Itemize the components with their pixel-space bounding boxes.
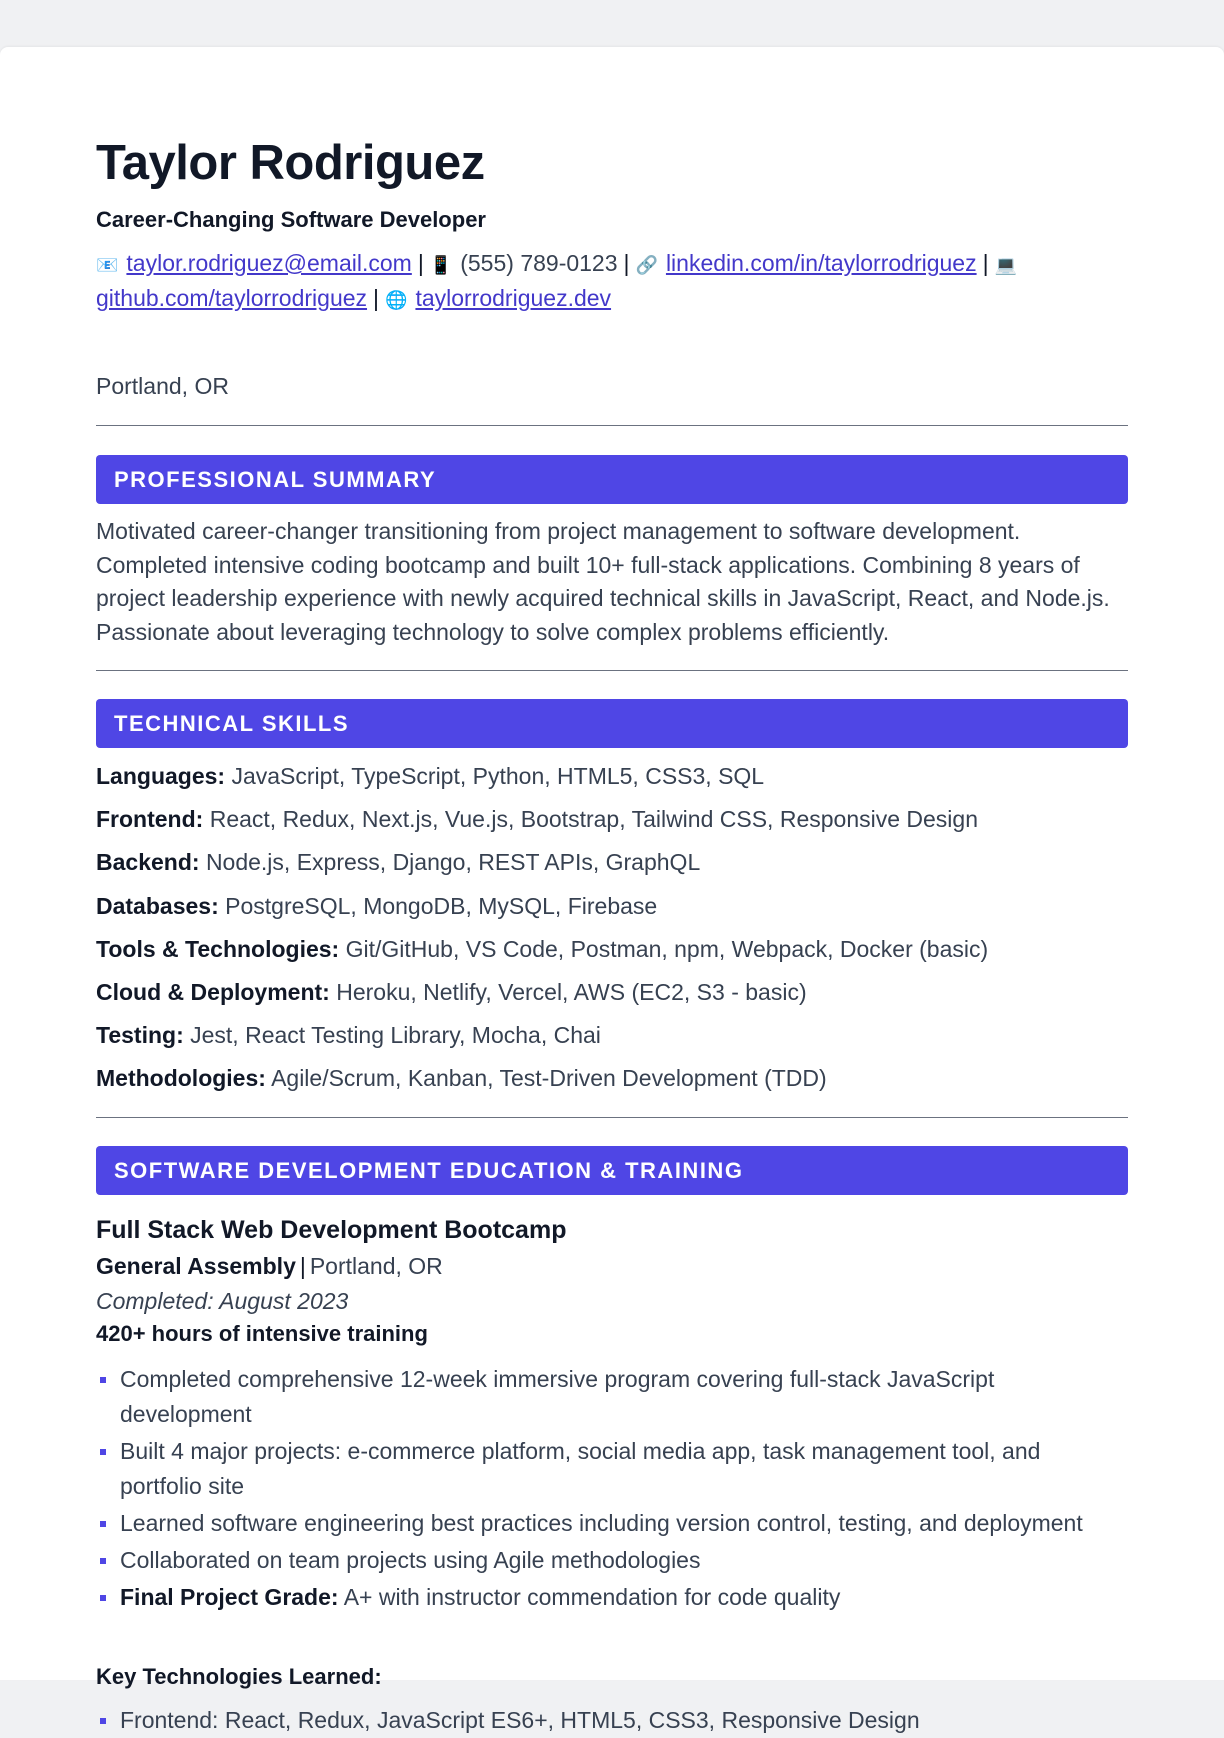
- bullet-icon: [100, 1449, 106, 1455]
- bullet-icon: [100, 1595, 106, 1601]
- link-icon: 🔗: [635, 255, 658, 275]
- education-bullets: [96, 1362, 1128, 1617]
- divider: [96, 425, 1128, 426]
- contact-info: [96, 247, 1128, 317]
- bullet-icon: [100, 1558, 106, 1564]
- skill-label: Testing:: [96, 1022, 184, 1049]
- completion-date: Completed: August 2023: [96, 1288, 349, 1314]
- phone-icon: 📱: [429, 255, 453, 275]
- list-item: [96, 1506, 1128, 1541]
- divider: [96, 670, 1128, 671]
- divider: [96, 1117, 1128, 1118]
- skill-value: Jest, React Testing Library, Mocha, Chai: [190, 1022, 601, 1049]
- skill-label: Cloud & Deployment:: [96, 978, 330, 1005]
- contact-separator: |: [417, 250, 424, 276]
- contact-separator: |: [623, 250, 630, 276]
- skill-row: [96, 1019, 1128, 1062]
- website-link[interactable]: taylorrodriguez.dev: [415, 285, 612, 311]
- skill-value: Git/GitHub, VS Code, Postman, npm, Webpack, Docker (basic): [345, 935, 989, 962]
- list-item: [96, 1434, 1128, 1504]
- skill-label: Languages:: [96, 763, 226, 789]
- bullet-text: Completed comprehensive 12-week immersive program covering full-stack JavaScript development: [120, 1366, 995, 1427]
- github-link[interactable]: github.com/taylorrodriguez: [96, 285, 368, 311]
- contact-separator: |: [982, 250, 989, 276]
- candidate-name: Taylor Rodriguez: [96, 136, 485, 190]
- skill-row: [96, 803, 1128, 846]
- skill-value: Node.js, Express, Django, REST APIs, GraphQL: [205, 849, 701, 876]
- skill-value: Agile/Scrum, Kanban, Test-Driven Development (TDD): [271, 1065, 827, 1092]
- program-title: Full Stack Web Development Bootcamp: [96, 1216, 567, 1244]
- key-technologies-list: [96, 1703, 1128, 1738]
- skill-row: [96, 760, 1128, 803]
- globe-icon: 🌐: [385, 290, 408, 310]
- candidate-location: Portland, OR: [96, 373, 229, 399]
- institution-name: General Assembly: [96, 1253, 296, 1279]
- institution-location: Portland, OR: [309, 1253, 443, 1279]
- key-technologies-heading: Key Technologies Learned:: [96, 1664, 382, 1689]
- email-icon: 📧: [96, 255, 119, 275]
- skill-label: Tools & Technologies:: [96, 935, 340, 962]
- list-item: [96, 1543, 1128, 1578]
- skills-heading: TECHNICAL SKILLS: [96, 699, 1128, 748]
- skill-label: Frontend:: [96, 806, 204, 833]
- bullet-text: Learned software engineering best practices including version control, testing, and deployment: [120, 1510, 1083, 1536]
- bullet-icon: [100, 1377, 106, 1383]
- skill-row: [96, 890, 1128, 933]
- summary-text: Motivated career-changer transitioning from project management to software development. Completed intensive coding bootcamp and built 10+ full-stack applications. Combining 8 years of project leadership experience with newly acquired technical skills in JavaScript, React, and Node.js. Passionate about leveraging technology to solve complex problems efficiently.: [96, 518, 1110, 645]
- bullet-text: A+ with instructor commendation for code quality: [343, 1584, 841, 1610]
- email-link[interactable]: taylor.rodriguez@email.com: [126, 250, 412, 276]
- skill-label: Backend:: [96, 849, 200, 876]
- skill-row: [96, 976, 1128, 1019]
- bullet-text: Collaborated on team projects using Agile methodologies: [120, 1547, 701, 1573]
- bullet-icon: [100, 1521, 106, 1527]
- contact-separator: |: [373, 285, 380, 311]
- skill-label: Methodologies:: [96, 1065, 266, 1092]
- skill-row: [96, 846, 1128, 889]
- bullet-label: Final Project Grade:: [120, 1584, 339, 1610]
- skill-label: Databases:: [96, 892, 219, 919]
- summary-heading: PROFESSIONAL SUMMARY: [96, 455, 1128, 504]
- candidate-tagline: Career-Changing Software Developer: [96, 207, 486, 232]
- institution-separator: |: [299, 1253, 306, 1279]
- resume-page: [0, 47, 1224, 1733]
- skill-value: PostgreSQL, MongoDB, MySQL, Firebase: [225, 892, 658, 919]
- training-hours: 420+ hours of intensive training: [96, 1321, 428, 1346]
- phone-number: (555) 789-0123: [460, 250, 618, 276]
- list-item: [96, 1362, 1128, 1432]
- bullet-icon: [100, 1718, 106, 1724]
- list-item: [96, 1580, 1128, 1615]
- skill-row: [96, 933, 1128, 976]
- program-institution: [96, 1253, 443, 1280]
- laptop-icon: 💻: [994, 255, 1017, 275]
- skill-value: JavaScript, TypeScript, Python, HTML5, CSS3, SQL: [231, 763, 765, 789]
- skills-list: [96, 760, 1128, 1106]
- skill-value: React, Redux, Next.js, Vue.js, Bootstrap, Tailwind CSS, Responsive Design: [209, 806, 979, 833]
- list-item: [96, 1703, 1128, 1738]
- education-heading: SOFTWARE DEVELOPMENT EDUCATION & TRAINING: [96, 1146, 1128, 1195]
- skill-row: [96, 1062, 1128, 1105]
- bullet-text: Built 4 major projects: e-commerce platform, social media app, task management tool, and portfolio site: [120, 1438, 1041, 1499]
- linkedin-link[interactable]: linkedin.com/in/taylorrodriguez: [665, 250, 977, 276]
- bullet-text: Frontend: React, Redux, JavaScript ES6+, HTML5, CSS3, Responsive Design: [120, 1707, 920, 1733]
- skill-value: Heroku, Netlify, Vercel, AWS (EC2, S3 - basic): [336, 978, 807, 1005]
